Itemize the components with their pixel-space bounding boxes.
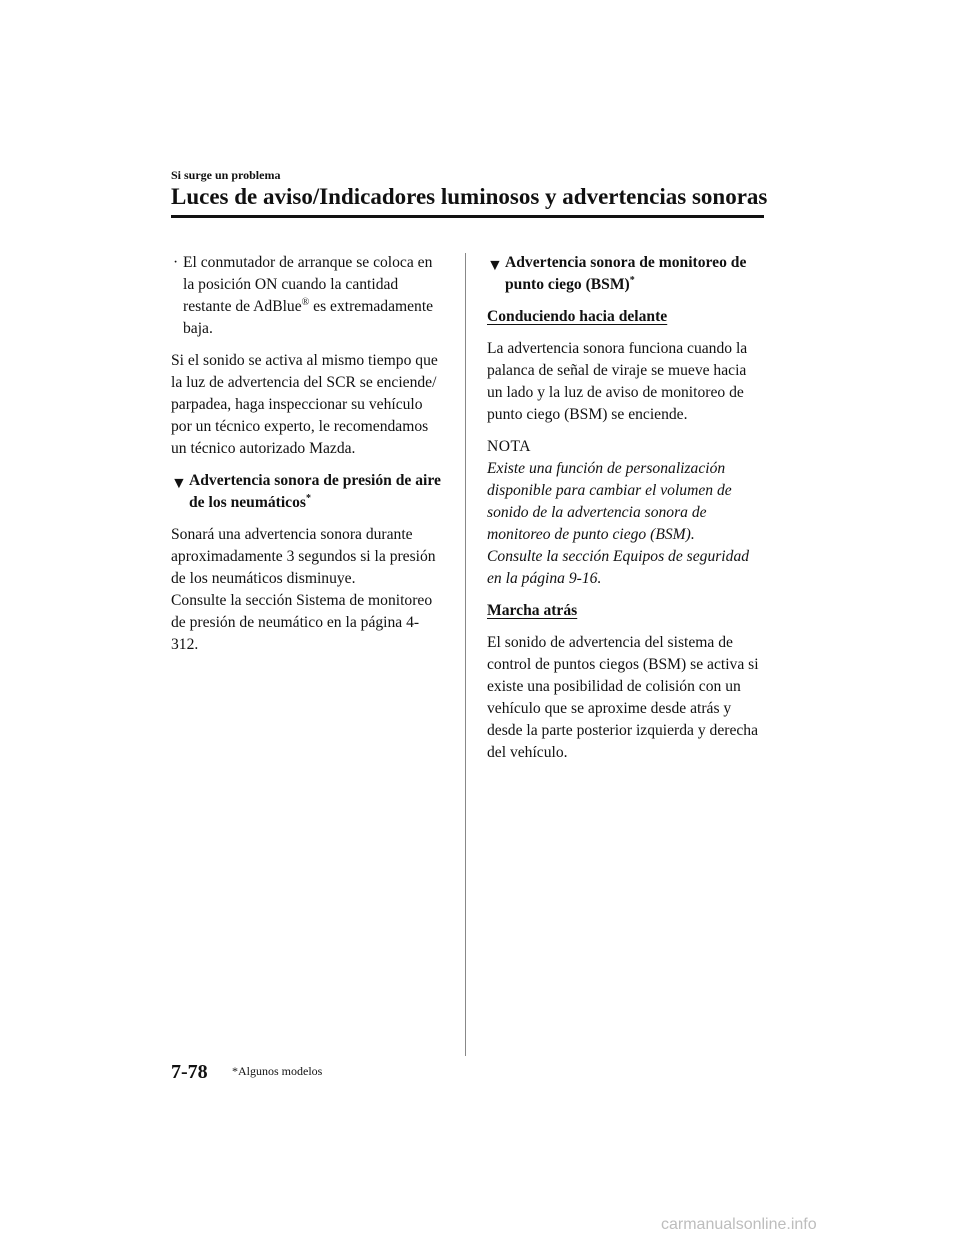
page-title: Luces de aviso/Indicadores luminosos y advertencias sonoras	[171, 184, 768, 209]
bullet-text-end: es extremadamente baja.	[183, 298, 434, 337]
triangle-down-icon: ▼	[171, 475, 187, 492]
triangle-down-icon: ▼	[487, 257, 503, 274]
list-item	[171, 252, 443, 340]
bullet-text: El conmutador de arranque se coloca en la posición ON cuando la cantidad restante de AdBlue	[183, 254, 433, 315]
watermark: carmanualsonline.info	[661, 1216, 817, 1233]
heading-tire-pressure	[171, 470, 443, 514]
column-divider	[465, 253, 466, 1056]
registered-mark: ®	[301, 296, 310, 308]
paragraph-forward: La advertencia sonora funciona cuando la palanca de señal de viraje se mueve hacia un lado y la luz de aviso de monitoreo de punto ciego (BSM) se enciende.	[487, 340, 748, 423]
footnote: *Algunos modelos	[232, 1064, 323, 1078]
paragraph-tire-warning: Sonará una advertencia sonora durante aproximadamente 3 segundos si la presión de los neumáticos disminuye.	[171, 526, 436, 587]
bullet-icon: ·	[173, 254, 179, 271]
note-text: Existe una función de personalización disponible para cambiar el volumen de sonido de la advertencia sonora de monitoreo de punto ciego (BSM).	[487, 460, 732, 543]
title-rule	[171, 215, 764, 218]
subheading-reverse: Marcha atrás	[487, 602, 578, 619]
section-label: Si surge un problema	[171, 168, 281, 182]
paragraph-tire-reference: Consulte la sección Sistema de monitoreo de presión de neumático en la página 4-312.	[171, 592, 433, 653]
paragraph-reverse: El sonido de advertencia del sistema de control de puntos ciegos (BSM) se activa si existe una posibilidad de colisión con un vehículo que se aproxime desde atrás y desde la parte posterior izquierda y derecha del vehículo.	[487, 634, 759, 761]
paragraph-scr: Si el sonido se activa al mismo tiempo que la luz de advertencia del SCR se enciende/ parpadea, haga inspeccionar su vehículo por un técnico experto, le recomendamos un técnico autorizado Mazda.	[171, 352, 438, 457]
note-reference: Consulte la sección Equipos de seguridad en la página 9-16.	[487, 548, 750, 587]
optional-mark: *	[629, 274, 635, 286]
optional-mark: *	[305, 492, 311, 504]
subheading-forward: Conduciendo hacia delante	[487, 308, 668, 325]
heading-bsm	[487, 252, 765, 296]
page-number: 7-78	[171, 1061, 208, 1083]
note-label: NOTA	[487, 438, 532, 455]
right-column	[487, 252, 765, 774]
heading-text: Advertencia sonora de monitoreo de punto ciego (BSM)	[505, 254, 747, 293]
heading-text: Advertencia sonora de presión de aire de los neumáticos	[189, 472, 441, 511]
left-column	[171, 252, 443, 666]
